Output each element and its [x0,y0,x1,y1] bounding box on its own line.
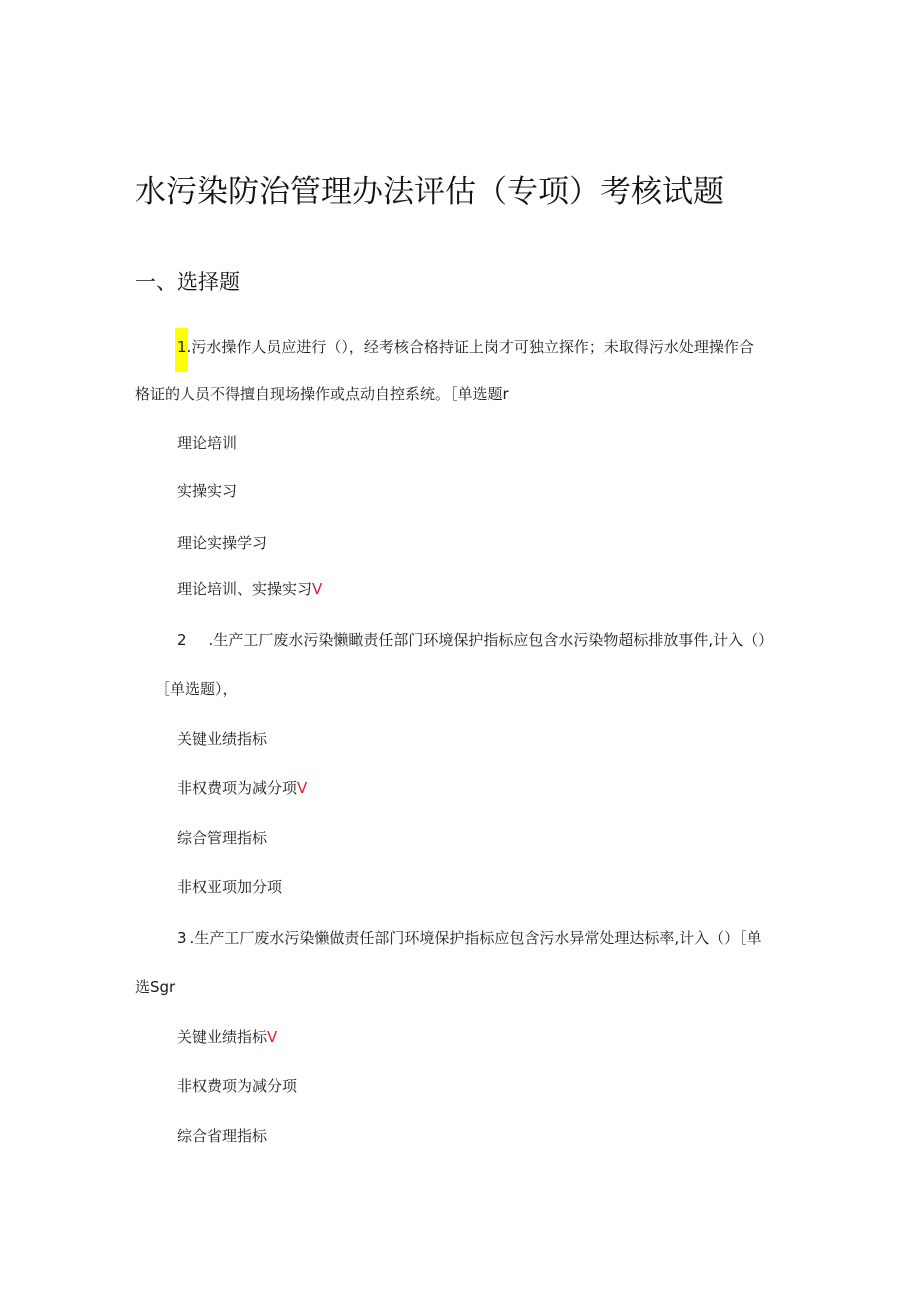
question-2-option-b: 非权费项为减分项V [177,779,308,797]
question-1-option-a: 理论培训 [177,434,238,452]
question-3-stem-line-2: 选Sgr [135,978,176,996]
question-1-option-d: 理论培训、实操实习V [177,580,323,598]
question-2-option-c: 综合管理指标 [177,829,268,847]
question-3-option-b: 非权费项为减分项 [177,1077,298,1095]
document-title: 水污染防治管理办法评估（专项）考核试题 [135,174,724,210]
question-2-stem-line-1 [177,630,773,650]
question-1-stem-text: 污水操作人员应进行（），经考核合格持证上岗才可独立探作；未取得污水处理操作合 [191,338,754,356]
correct-check-mark: V [267,1028,278,1046]
correct-check-mark: V [297,779,308,797]
question-3-option-c: 综合省理指标 [177,1127,268,1145]
question-2-option-a: 关键业绩指标 [177,730,268,748]
question-1-number: 1. [177,338,191,356]
question-3-stem-text: .生产工厂废水污染懒做责任部门环境保护指标应包含污水异常处理达标率,计入（）［单 [189,929,762,947]
question-3-stem-line-1 [177,928,762,948]
question-2-number: 2 [177,631,187,649]
question-2-stem-text: .生产工厂废水污染懒瞰责任部门环境保护指标应包含水污染物超标排放事件,计入（） [208,631,774,649]
question-1-option-b: 实操实习 [177,482,238,500]
correct-check-mark: V [312,580,323,598]
question-3-number: 3 [177,929,187,947]
question-1-option-c: 理论实操学习 [177,534,268,552]
question-1-stem-line-1 [177,337,754,357]
section-heading: 一、选择题 [135,270,240,294]
question-1-stem-line-2: 格证的人员不得擅自现场操作或点动自控系统。［单选题r [135,385,509,403]
question-2-option-d: 非权亚项加分项 [177,878,283,896]
question-2-stem-line-2: ［单选题）， [155,680,238,698]
question-3-option-a: 关键业绩指标V [177,1028,278,1046]
